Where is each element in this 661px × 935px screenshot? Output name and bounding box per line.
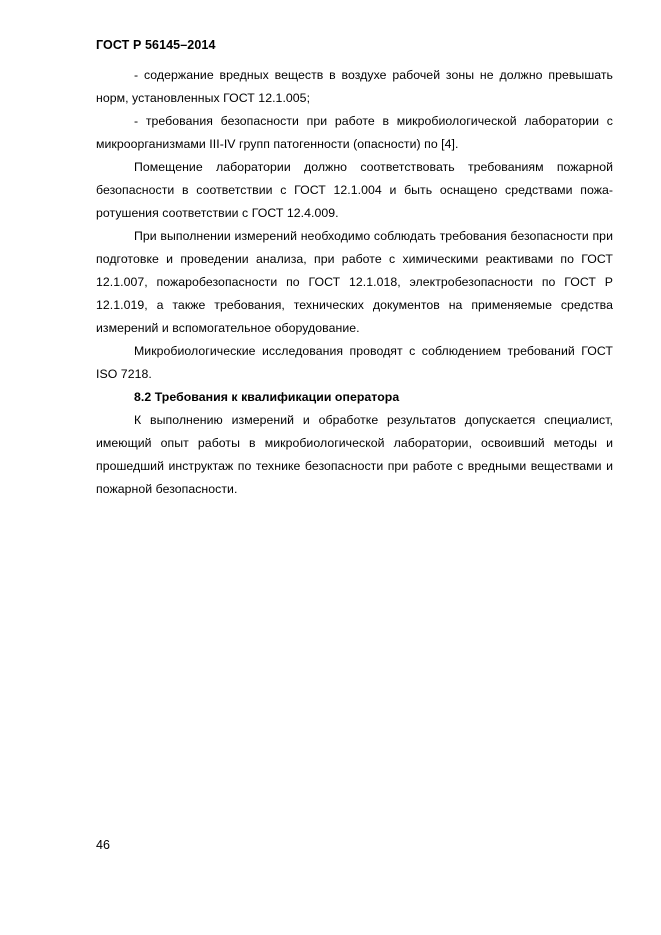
paragraph-fire-safety: Помещение лаборатории должно соответствовать требованиям пожарной безопасности в соответствии с ГОСТ 12.1.004 и быть оснащено средствами пожаротушения соответствии с ГОСТ 12.4.009. bbox=[96, 160, 613, 220]
document-body bbox=[96, 64, 613, 501]
paragraph-research-requirements: Микробиологические исследования проводят с соблюдением требований ГОСТ ISO 7218. bbox=[96, 344, 613, 381]
paragraph-harmful-substances: - содержание вредных веществ в воздухе рабочей зоны не должно превышать норм, установленных ГОСТ 12.1.005; bbox=[96, 68, 613, 105]
document-header: ГОСТ Р 56145–2014 bbox=[96, 38, 216, 52]
paragraph-operator-qualification: К выполнению измерений и обработке результатов допускается специалист, имеющий опыт работы в микробиологической лаборатории, освоивший методы и прошедший инструктаж по технике безопасности при работе с вредными веществами и пожарной безопасности. bbox=[96, 413, 613, 496]
page-number: 46 bbox=[96, 838, 110, 852]
section-title: 8.2 Требования к квалификации оператора bbox=[134, 390, 400, 404]
paragraph-microbiology-safety: - требования безопасности при работе в микробиологической лаборатории с микроорганизмами III-IV групп патогенности (опасности) по [4]. bbox=[96, 114, 613, 151]
paragraph-measurement-safety: При выполнении измерений необходимо соблюдать требования безопасности при подготовке и проведении анализа, при работе с химическими реактивами по ГОСТ 12.1.007, пожаробезопасности по ГОСТ 12.1.018, электробезопасности по ГОСТ Р 12.1.019, а также требования, технических документов на применяемые средства измерений и вспомогательное оборудование. bbox=[96, 229, 613, 335]
